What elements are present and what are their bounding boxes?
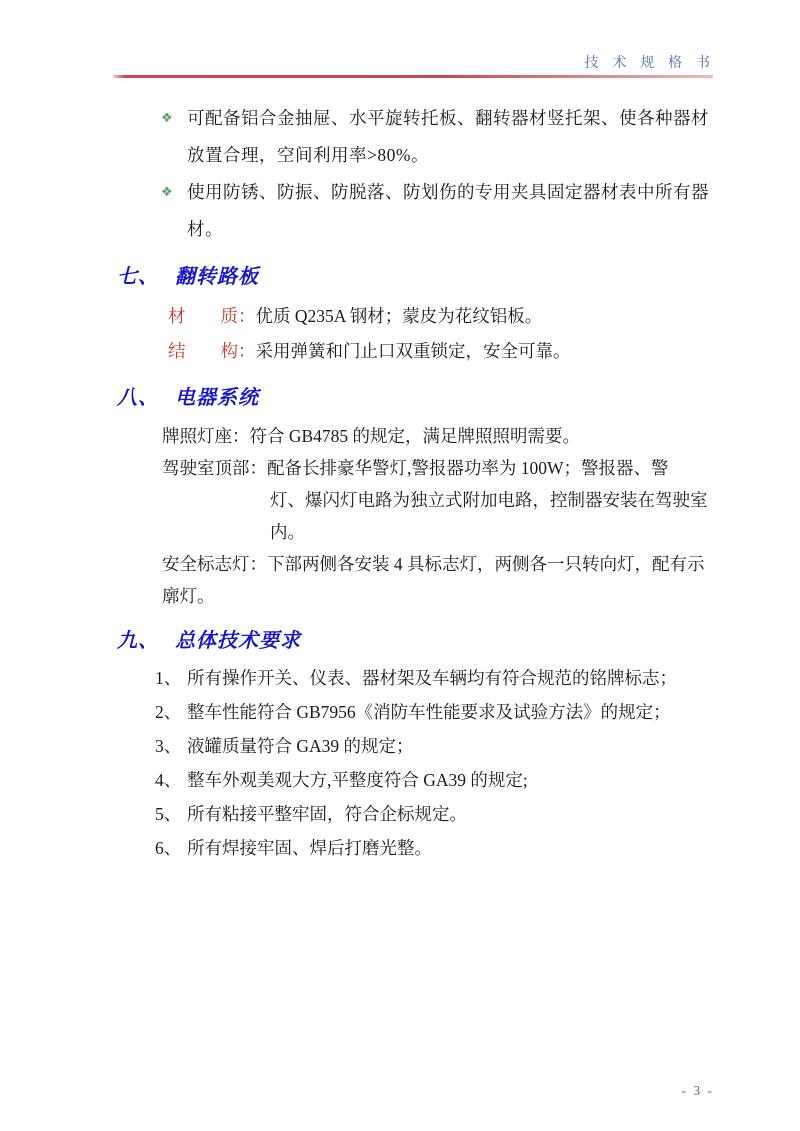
section-heading-7	[117, 262, 716, 292]
section-number: 八、	[117, 387, 159, 409]
section-8-body	[162, 420, 716, 612]
item-number: 2、	[155, 702, 182, 722]
document-content	[115, 100, 716, 872]
bullet-text: 可配备铝合金抽屉、水平旋转托板、翻转器材竖托架、使各种器材放置合理，空间利用率>80%。	[187, 108, 709, 165]
body-line: 安全标志灯：下部两侧各安装 4 具标志灯，两侧各一只转向灯，配有示廓灯。	[162, 554, 705, 606]
numbered-item	[155, 736, 716, 756]
entry-label: 结 构：	[168, 341, 256, 361]
section-number: 七、	[117, 266, 159, 288]
section-title: 翻转路板	[175, 266, 259, 288]
item-number: 5、	[155, 804, 182, 824]
numbered-item	[155, 770, 716, 790]
item-text: 所有操作开关、仪表、器材架及车辆均有符合规范的铭牌标志；	[187, 668, 677, 688]
section-9-body	[155, 668, 716, 858]
list-item	[115, 100, 716, 174]
section-title: 总体技术要求	[175, 630, 301, 652]
item-text: 整车外观美观大方,平整度符合 GA39 的规定;	[187, 770, 528, 790]
item-number: 3、	[155, 736, 182, 756]
item-text: 液罐质量符合 GA39 的规定；	[187, 736, 414, 756]
entry-text: 采用弹簧和门止口双重锁定，安全可靠。	[255, 341, 571, 361]
numbered-item	[155, 838, 716, 858]
body-line: 牌照灯座：符合 GB4785 的规定，满足牌照照明需要。	[162, 426, 581, 446]
numbered-item	[155, 668, 716, 688]
page-number: - 3 -	[681, 1083, 714, 1098]
entry-label: 材 质：	[168, 306, 256, 326]
item-text: 整车性能符合 GB7956《消防车性能要求及试验方法》的规定；	[187, 702, 671, 722]
body-line: 驾驶室顶部：配备长排豪华警灯,警报器功率为 100W；警报器、警	[162, 458, 669, 478]
header-rule-line	[113, 75, 713, 78]
bullet-text: 使用防锈、防振、防脱落、防划伤的专用夹具固定器材表中所有器材。	[187, 182, 709, 239]
list-item	[115, 174, 716, 248]
entry-text: 优质 Q235A 钢材；蒙皮为花纹铝板。	[255, 306, 543, 326]
section-number: 九、	[117, 630, 159, 652]
diamond-bullet-icon: ❖	[161, 111, 173, 126]
numbered-item	[155, 702, 716, 722]
item-number: 6、	[155, 838, 182, 858]
labeled-entry	[168, 334, 716, 369]
section-heading-9	[117, 626, 716, 656]
body-line-continuation: 灯、爆闪灯电路为独立式附加电路，控制器安装在驾驶室内。	[270, 490, 708, 542]
numbered-item	[155, 804, 716, 824]
item-text: 所有粘接平整牢固，符合企标规定。	[187, 804, 467, 824]
section-7-body	[168, 299, 716, 369]
section-title: 电器系统	[175, 387, 259, 409]
header-title: 技 术 规 格 书	[584, 54, 715, 70]
item-number: 4、	[155, 770, 182, 790]
diamond-bullet-icon: ❖	[161, 185, 173, 200]
item-number: 1、	[155, 668, 182, 688]
labeled-entry	[168, 299, 716, 334]
section-heading-8	[117, 383, 716, 413]
item-text: 所有焊接牢固、焊后打磨光整。	[187, 838, 432, 858]
